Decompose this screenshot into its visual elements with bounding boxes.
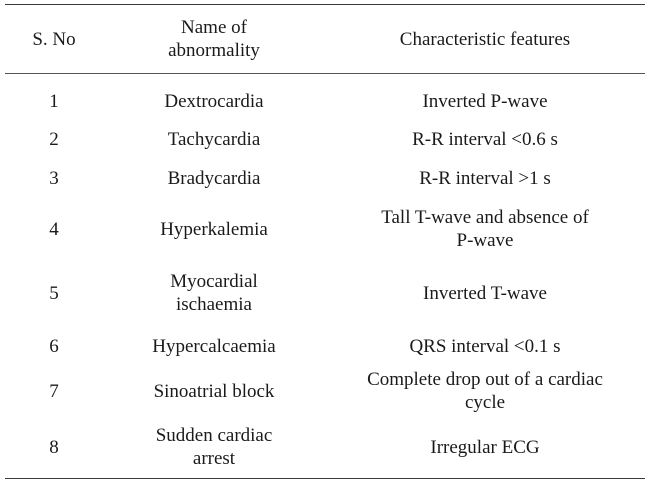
cell-name-text: Hyperkalemia: [160, 218, 268, 240]
table-row: [5, 416, 645, 478]
table-row: [5, 120, 645, 159]
table-row: [5, 326, 645, 366]
cell-features-text: Inverted T-wave: [423, 282, 547, 304]
cell-features-text: Tall T-wave and absence of P-wave: [381, 207, 589, 251]
cell-features: [325, 368, 645, 414]
header-features-text: Characteristic features: [399, 28, 571, 50]
cell-name: [103, 128, 325, 151]
cell-sno: [5, 436, 103, 459]
cell-name-text: Dextrocardia: [164, 90, 264, 112]
cell-sno-text: 6: [49, 335, 59, 357]
cell-name-text: Myocardial ischaemia: [170, 271, 258, 315]
cell-name: [103, 424, 325, 470]
header-name: [103, 16, 325, 62]
cell-features: [325, 206, 645, 252]
cell-name: [103, 167, 325, 190]
cell-name-text: Sinoatrial block: [153, 380, 275, 402]
header-sno: [5, 28, 103, 51]
cell-features-text: Complete drop out of a cardiac cycle: [367, 369, 603, 413]
header-features: [325, 28, 645, 51]
cell-name: [103, 270, 325, 316]
cell-features: [325, 167, 645, 190]
cell-name-text: Hypercalcaemia: [152, 335, 276, 357]
cell-sno-text: 5: [49, 282, 59, 304]
cell-sno: [5, 167, 103, 190]
cell-sno-text: 8: [49, 436, 59, 458]
table-row: [5, 260, 645, 326]
header-name-text: Name of abnormality: [168, 17, 260, 61]
cell-name: [103, 335, 325, 358]
cell-features: [325, 90, 645, 113]
cell-sno-text: 1: [49, 90, 59, 112]
cell-sno-text: 2: [49, 129, 59, 150]
cell-sno: [5, 218, 103, 241]
cell-sno: [5, 90, 103, 113]
cell-sno-text: 4: [49, 218, 59, 240]
cell-features: [325, 436, 645, 459]
header-sno-text: S. No: [32, 28, 76, 50]
table-header-row: [5, 5, 645, 73]
cell-sno-text: 7: [49, 380, 59, 402]
table-row: [5, 82, 645, 120]
cell-sno: [5, 128, 103, 151]
cell-name: [103, 218, 325, 241]
cell-features-text: Irregular ECG: [430, 436, 540, 458]
table-row: [5, 366, 645, 416]
cell-features-text: R-R interval <0.6 s: [412, 129, 558, 150]
cell-name-text: Bradycardia: [167, 168, 261, 189]
cell-sno: [5, 380, 103, 403]
cell-features-text: QRS interval <0.1 s: [409, 335, 561, 357]
cell-sno: [5, 335, 103, 358]
cell-features: [325, 335, 645, 358]
cell-name: [103, 90, 325, 113]
cell-name-text: Sudden cardiac arrest: [155, 425, 273, 469]
abnormality-table: [5, 4, 645, 479]
cell-features: [325, 128, 645, 151]
table-row: [5, 198, 645, 260]
cell-name-text: Tachycardia: [167, 129, 261, 150]
cell-features-text: Inverted P-wave: [422, 90, 548, 112]
table-row: [5, 159, 645, 198]
cell-name: [103, 380, 325, 403]
table-bottom-rule: [5, 478, 645, 479]
cell-sno-text: 3: [49, 168, 59, 189]
cell-features-text: R-R interval >1 s: [419, 168, 551, 189]
cell-features: [325, 282, 645, 305]
cell-sno: [5, 282, 103, 305]
